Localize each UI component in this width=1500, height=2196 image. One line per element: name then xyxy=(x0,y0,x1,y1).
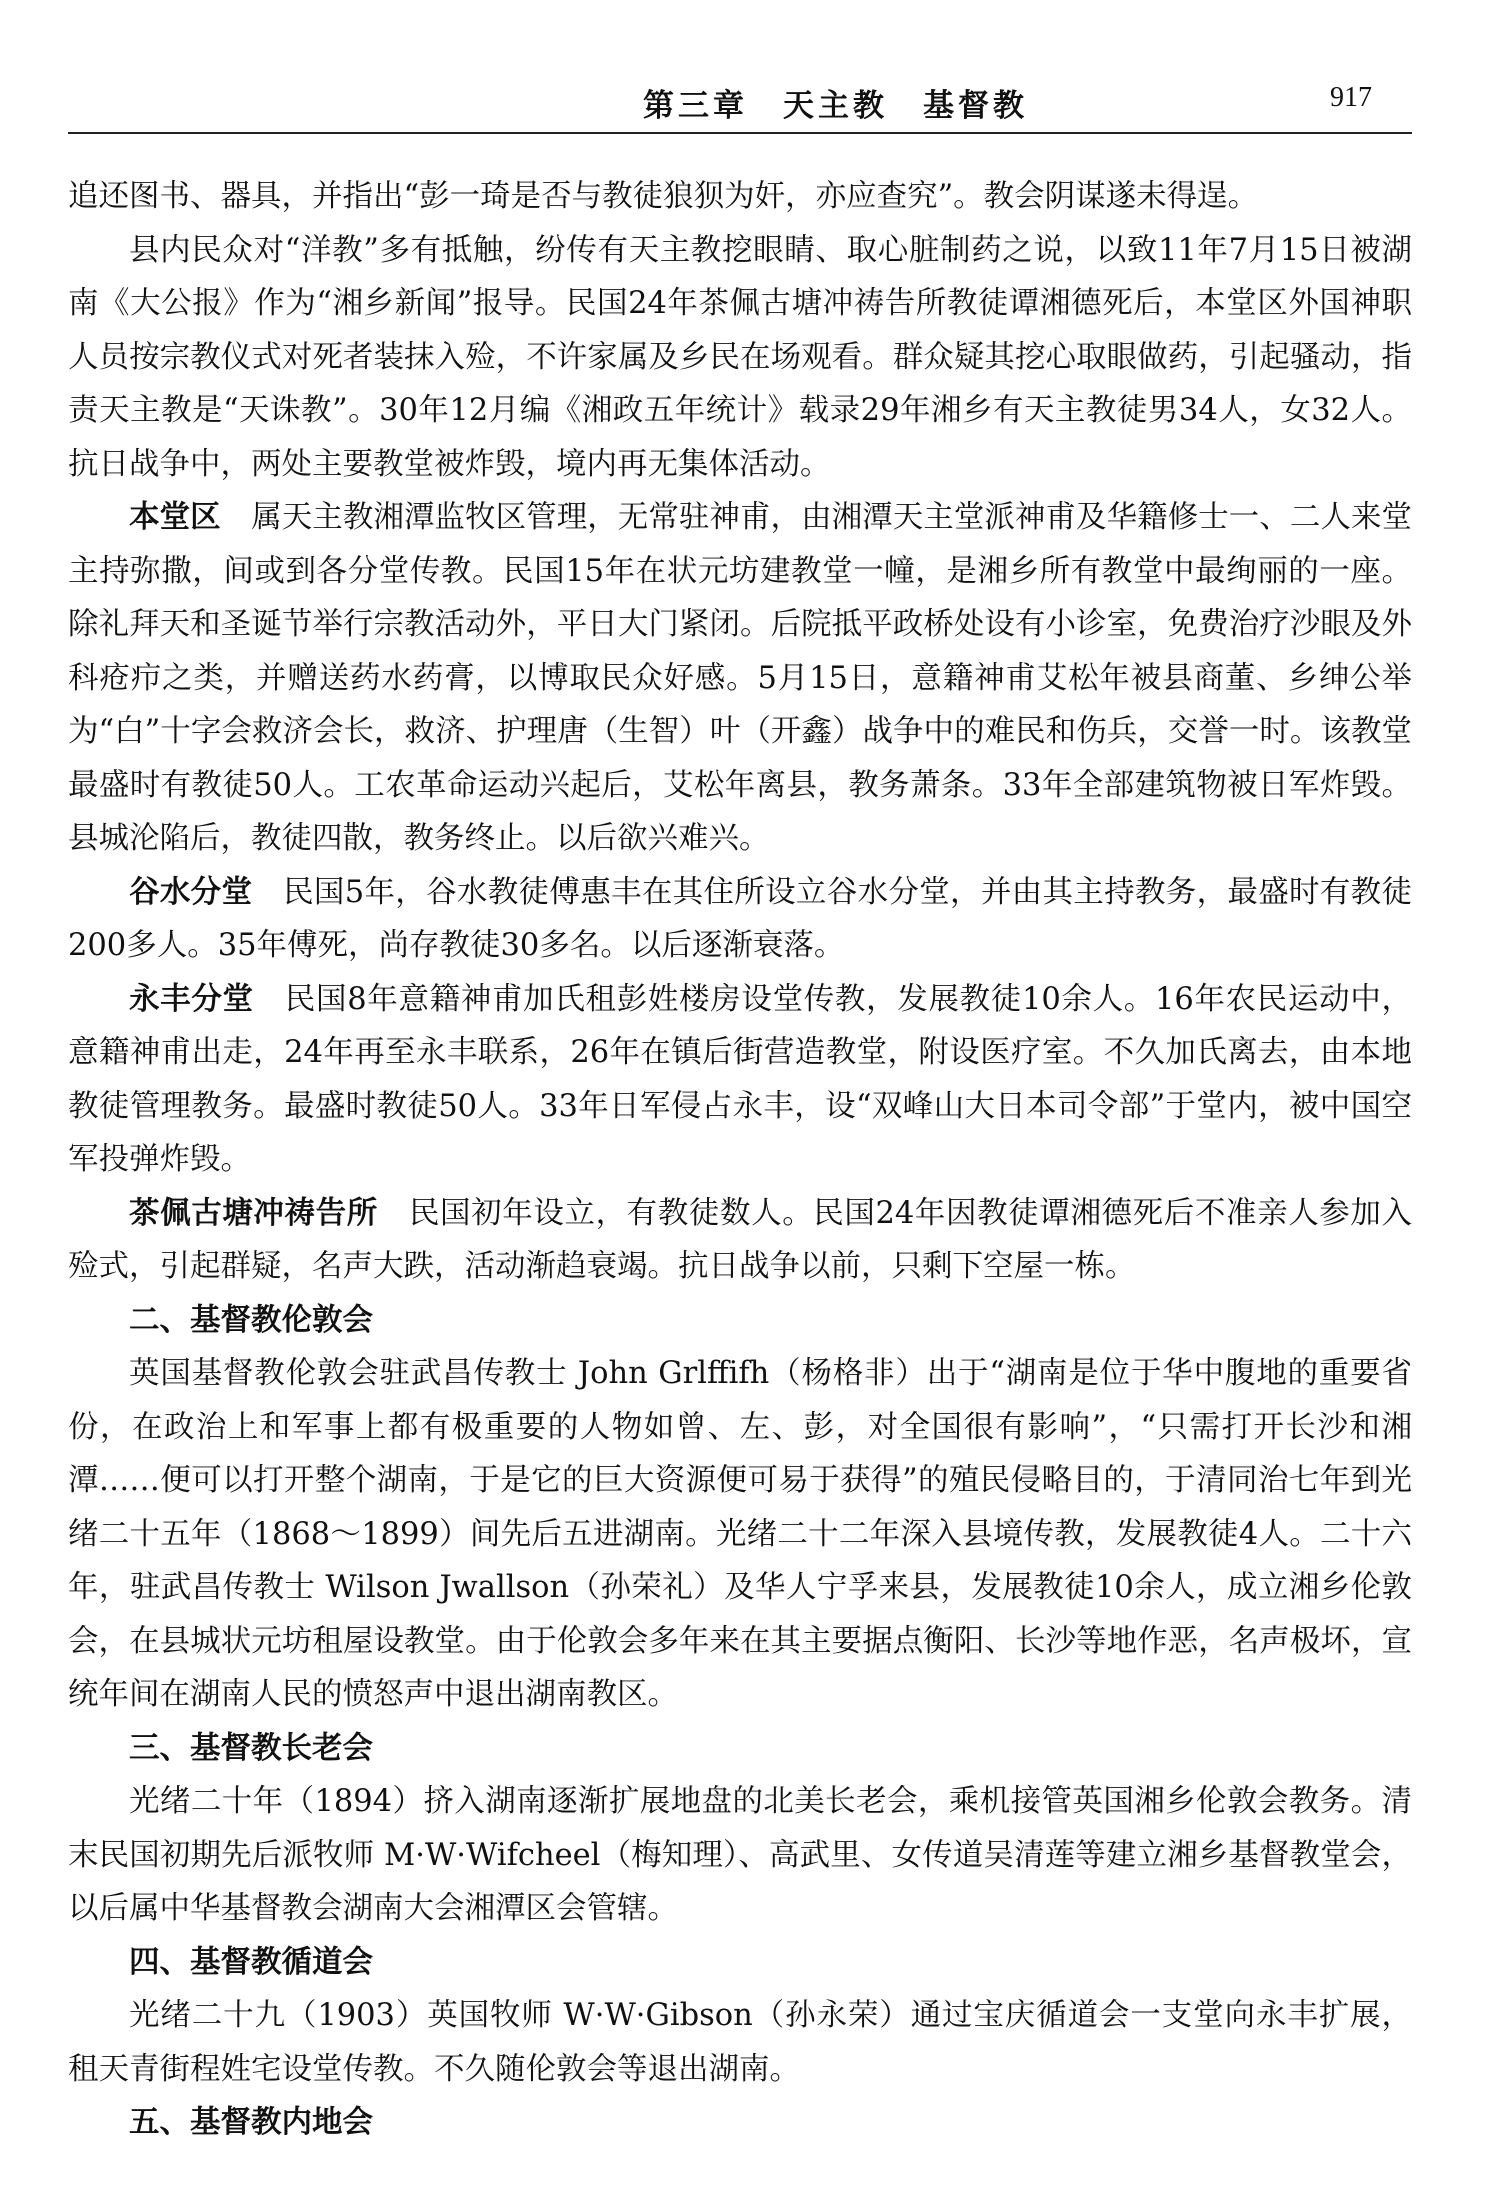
page-number: 917 xyxy=(1330,82,1372,113)
paragraph xyxy=(68,491,1412,866)
paragraph-text: 民国8年意籍神甫加氏租彭姓楼房设堂传教，发展教徒10余人。16年农民运动中，意籍神甫出走，24年再至永丰联系，26年在镇后街营造教堂，附设医疗室。不久加氏离去，由本地教徒管理教务。最盛时教徒50人。33年日军侵占永丰，设“双峰山大日本司令部”于堂内，被中国空军投弹炸毁。 xyxy=(68,981,1412,1177)
paragraph-lead-term: 谷水分堂 xyxy=(129,873,253,910)
paragraph-lead-term: 永丰分堂 xyxy=(129,980,254,1017)
paragraph-text: 民国5年，谷水教徒傅惠丰在其住所设立谷水分堂，并由其主持教务，最盛时有教徒200多人。35年傅死，尚存教徒30多名。以后逐渐衰落。 xyxy=(68,874,1413,963)
paragraph: 追还图书、器具，并指出“彭一琦是否与教徒狼狈为奸，亦应查究”。教会阴谋遂未得逞。 xyxy=(68,179,1259,214)
paragraph: 县内民众对“洋教”多有抵触，纷传有天主教挖眼睛、取心脏制药之说，以致11年7月15日被湖南《大公报》作为“湘乡新闻”报导。民国24年茶佩古塘冲祷告所教徒谭湘德死后，本堂区外国神职人员按宗教仪式对死者装抹入殓，不许家属及乡民在场观看。群众疑其挖心取眼做药，引起骚动，指责天主教是“天诛教”。30年12月编《湘政五年统计》载录29年湘乡有天主教徒男34人，女32人。抗日战争中，两处主要教堂被炸毁，境内再无集体活动。 xyxy=(68,232,1412,482)
paragraph-text: 民国初年设立，有教徒数人。民国24年因教徒谭湘德死后不准亲人参加入殓式，引起群疑，名声大跌，活动渐趋衰竭。抗日战争以前，只剩下空屋一栋。 xyxy=(68,1195,1413,1284)
paragraph-lead-term: 茶佩古塘冲祷告所 xyxy=(129,1194,378,1231)
chapter-title: 第三章 天主教 基督教 xyxy=(643,88,1028,124)
paragraph xyxy=(68,1187,1412,1294)
paragraph-lead-term: 本堂区 xyxy=(129,499,221,535)
section-heading: 五、基督教内地会 xyxy=(129,2104,373,2140)
section-heading: 二、基督教伦敦会 xyxy=(129,1301,373,1338)
paragraph xyxy=(68,866,1412,973)
paragraph-text: 属天主教湘潭监牧区管理，无常驻神甫，由湘潭天主堂派神甫及华籍修士一、二人来堂主持弥撒，间或到各分堂传教。民国15年在状元坊建教堂一幢，是湘乡所有教堂中最绚丽的一座。除礼拜天和圣诞节举行宗教活动外，平日大门紧闭。后院抵平政桥处设有小诊室，免费治疗沙眼及外科疮疖之类，并赠送药水药膏，以博取民众好感。5月15日，意籍神甫艾松年被县商董、乡绅公举为“白”十字会救济会长，救济、护理唐（生智）叶（开鑫）战争中的难民和伤兵，交誉一时。该教堂最盛时有教徒50人。工农革命运动兴起后，艾松年离县，教务萧条。33年全部建筑物被日军炸毁。县城沦陷后，教徒四散，教务终止。以后欲兴难兴。 xyxy=(68,500,1413,856)
paragraph: 英国基督教伦敦会驻武昌传教士 John Grlffifh（杨格非）出于“湖南是位于华中腹地的重要省份，在政治上和军事上都有极重要的人物如曾、左、彭，对全国很有影响”，“只需打开长沙和湘潭……便可以打开整个湖南，于是它的巨大资源便可易于获得”的殖民侵略目的，于清同治七年到光绪二十五年（1868～1899）间先后五进湖南。光绪二十二年深入县境传教，发展教徒4人。二十六年，驻武昌传教士 Wilson Jwallson（孙荣礼）及华人宁孚来县，发展教徒10余人，成立湘乡伦敦会，在县城状元坊租屋设教堂。由于伦敦会多年来在其主要据点衡阳、长沙等地作恶，名声极坏，宣统年间在湖南人民的愤怒声中退出湖南教区。 xyxy=(68,1356,1412,1712)
section-heading: 三、基督教长老会 xyxy=(129,1729,373,1766)
section-heading: 四、基督教循道会 xyxy=(129,1943,373,1980)
body-text xyxy=(68,170,1412,2150)
paragraph: 光绪二十年（1894）挤入湖南逐渐扩展地盘的北美长老会，乘机接管英国湘乡伦敦会教务。清末民国初期先后派牧师 M·W·Wifcheel（梅知理）、高武里、女传道吴清莲等建立湘乡基督教堂会，以后属中华基督教会湖南大会湘潭区会管辖。 xyxy=(68,1784,1412,1926)
running-header xyxy=(68,70,1412,134)
paragraph xyxy=(68,973,1412,1187)
paragraph: 光绪二十九（1903）英国牧师 W·W·Gibson（孙永荣）通过宝庆循道会一支堂向永丰扩展，租天青街程姓宅设堂传教。不久随伦敦会等退出湖南。 xyxy=(68,1998,1412,2087)
